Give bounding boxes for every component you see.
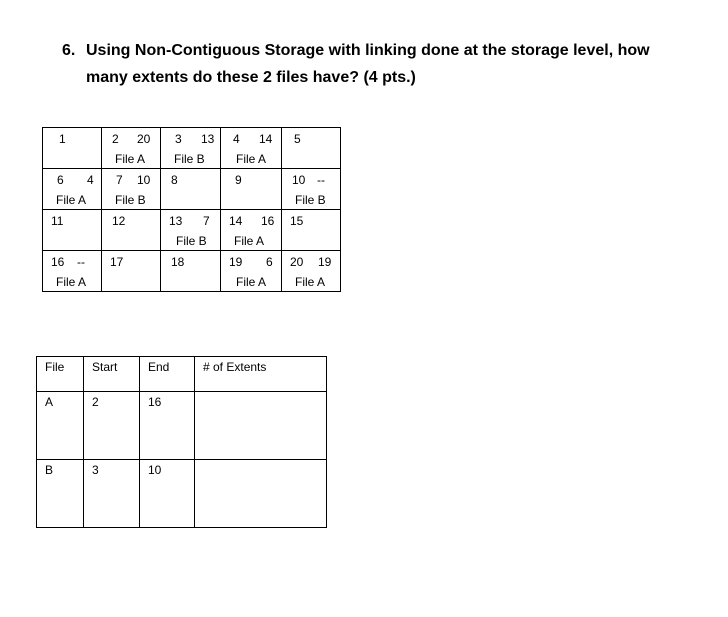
question-line-2 [62, 64, 702, 91]
storage-block [161, 251, 221, 292]
storage-row [43, 128, 341, 169]
extents-answer-cell[interactable] [195, 460, 327, 528]
table-row [37, 392, 327, 460]
block-number: 19 [229, 255, 243, 269]
file-label: File A [234, 234, 265, 248]
block-number: 14 [229, 214, 243, 228]
storage-row [43, 210, 341, 251]
question-text-line-2: many extents do these 2 files have? (4 pts.) [86, 69, 416, 86]
storage-block [43, 251, 102, 292]
block-number: 13 [169, 214, 183, 228]
file-label: File A [56, 275, 87, 289]
file-label: File A [236, 275, 267, 289]
storage-block [43, 128, 102, 169]
storage-block [43, 210, 102, 251]
storage-block [282, 210, 341, 251]
block-number: 15 [290, 214, 304, 228]
file-label: File B [174, 152, 205, 166]
file-cell: B [37, 460, 84, 528]
storage-block [102, 210, 161, 251]
block-number: 12 [112, 214, 126, 228]
file-label: File A [295, 275, 326, 289]
storage-row [43, 251, 341, 292]
next-pointer: 10 [137, 173, 151, 187]
question-text-line-1: Using Non-Contiguous Storage with linking done at the storage level, how [86, 42, 650, 59]
block-number: 2 [112, 132, 119, 146]
block-number: 11 [51, 214, 64, 228]
next-pointer: -- [77, 255, 85, 269]
block-number: 6 [57, 173, 64, 187]
block-number: 3 [175, 132, 182, 146]
end-cell: 16 [140, 392, 195, 460]
block-number: 17 [110, 255, 124, 269]
next-pointer: 6 [266, 255, 273, 269]
block-number: 5 [294, 132, 301, 146]
storage-block [221, 210, 282, 251]
next-pointer: 13 [201, 132, 215, 146]
storage-block [102, 169, 161, 210]
storage-block [282, 169, 341, 210]
header-extents: # of Extents [195, 357, 327, 392]
storage-block [161, 210, 221, 251]
block-number: 16 [51, 255, 65, 269]
file-label: File A [115, 152, 146, 166]
block-number: 8 [171, 173, 178, 187]
header-start: Start [84, 357, 140, 392]
file-label: File B [295, 193, 326, 207]
header-end: End [140, 357, 195, 392]
header-file: File [37, 357, 84, 392]
block-number: 4 [233, 132, 240, 146]
storage-grid [42, 127, 341, 292]
block-number: 20 [290, 255, 304, 269]
end-cell: 10 [140, 460, 195, 528]
file-cell: A [37, 392, 84, 460]
block-number: 1 [59, 132, 66, 146]
extents-answer-cell[interactable] [195, 392, 327, 460]
storage-block [282, 251, 341, 292]
next-pointer: 4 [87, 173, 94, 187]
file-label: File A [236, 152, 267, 166]
storage-block [221, 128, 282, 169]
file-label: File B [115, 193, 146, 207]
question [62, 37, 702, 91]
table-row [37, 460, 327, 528]
storage-block [102, 128, 161, 169]
file-label: File B [176, 234, 207, 248]
block-number: 9 [235, 173, 242, 187]
next-pointer: 16 [261, 214, 275, 228]
next-pointer: 19 [318, 255, 332, 269]
extents-table [36, 356, 327, 528]
block-number: 7 [116, 173, 123, 187]
question-number: 6. [62, 42, 76, 59]
start-cell: 2 [84, 392, 140, 460]
storage-block [161, 169, 221, 210]
start-cell: 3 [84, 460, 140, 528]
next-pointer: -- [317, 173, 325, 187]
block-number: 18 [171, 255, 185, 269]
question-line-1 [62, 37, 702, 64]
storage-block [43, 169, 102, 210]
next-pointer: 14 [259, 132, 273, 146]
storage-row [43, 169, 341, 210]
next-pointer: 20 [137, 132, 151, 146]
extents-header-row [37, 357, 327, 392]
storage-block [161, 128, 221, 169]
storage-block [221, 251, 282, 292]
storage-block [282, 128, 341, 169]
file-label: File A [56, 193, 87, 207]
block-number: 10 [292, 173, 306, 187]
storage-block [221, 169, 282, 210]
next-pointer: 7 [203, 214, 210, 228]
storage-block [102, 251, 161, 292]
